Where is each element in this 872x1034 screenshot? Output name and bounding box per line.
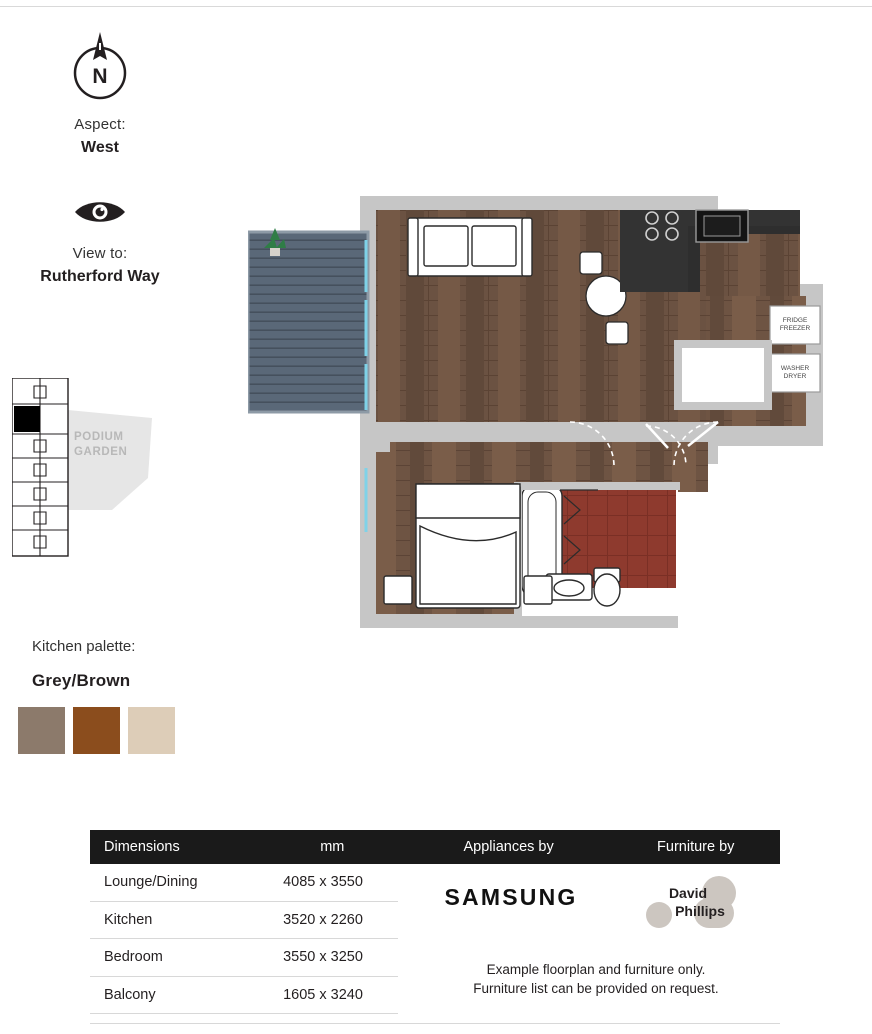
room-name: Kitchen: [104, 911, 153, 928]
room-dimension: 3550 x 3250: [283, 949, 363, 966]
room-dimension: 3520 x 2260: [283, 911, 363, 928]
swatch-1: [18, 707, 65, 754]
samsung-logo: SAMSUNG: [444, 884, 578, 910]
podium-garden-label: [74, 430, 152, 460]
room-name: Balcony: [104, 986, 156, 1003]
podium-line-1: PODIUM: [74, 431, 124, 443]
dimension-rows: [90, 864, 398, 1014]
aspect-label: Aspect:: [74, 116, 126, 133]
disclaimer-line-2: Furniture list can be provided on request.: [473, 981, 719, 996]
kitchen-palette-value: Grey/Brown: [32, 671, 131, 690]
svg-text:N: N: [92, 65, 108, 88]
room-dimension: 4085 x 3550: [283, 874, 363, 891]
header-dimensions: Dimensions: [104, 839, 180, 855]
table-row: [90, 902, 398, 940]
palette-swatches: [18, 707, 175, 754]
svg-text:WASHER: WASHER: [780, 365, 810, 372]
kitchen-palette-label: Kitchen palette:: [32, 638, 136, 655]
key-plan-diagram: [12, 378, 192, 563]
swatch-3: [128, 707, 175, 754]
table-row: [90, 864, 398, 902]
view-label: View to:: [72, 245, 128, 262]
table-row: [90, 977, 398, 1015]
header-appliances: Appliances by: [463, 839, 554, 855]
header-furniture: Furniture by: [657, 839, 735, 855]
svg-text:DRYER: DRYER: [783, 373, 807, 380]
room-name: Bedroom: [104, 949, 163, 966]
svg-text:FRIDGE: FRIDGE: [782, 317, 808, 324]
disclaimer-line-1: Example floorplan and furniture only.: [486, 962, 706, 977]
aspect-value: West: [81, 139, 119, 156]
room-name: Lounge/Dining: [104, 874, 198, 891]
top-divider: [0, 6, 872, 7]
swatch-2: [73, 707, 120, 754]
table-row: [90, 939, 398, 977]
brand-area: [398, 864, 780, 1014]
specification-table: [90, 830, 780, 1014]
brand-line-1: David: [668, 885, 708, 901]
header-units: mm: [320, 839, 345, 855]
compass-icon: [64, 30, 136, 102]
disclaimer-text: [406, 960, 786, 998]
eye-icon: [0, 197, 200, 231]
room-dimension: 1605 x 3240: [283, 986, 363, 1003]
floorplan: [248, 196, 838, 628]
info-column: [0, 30, 200, 286]
table-header-row: [90, 830, 780, 864]
brand-line-2: Phillips: [675, 903, 725, 919]
footer-divider: [90, 1023, 780, 1024]
view-value: Rutherford Way: [40, 268, 160, 285]
podium-line-2: GARDEN: [74, 446, 128, 458]
david-phillips-text: [620, 884, 756, 920]
david-phillips-logo: [620, 872, 780, 934]
svg-text:FREEZER: FREEZER: [779, 325, 811, 332]
